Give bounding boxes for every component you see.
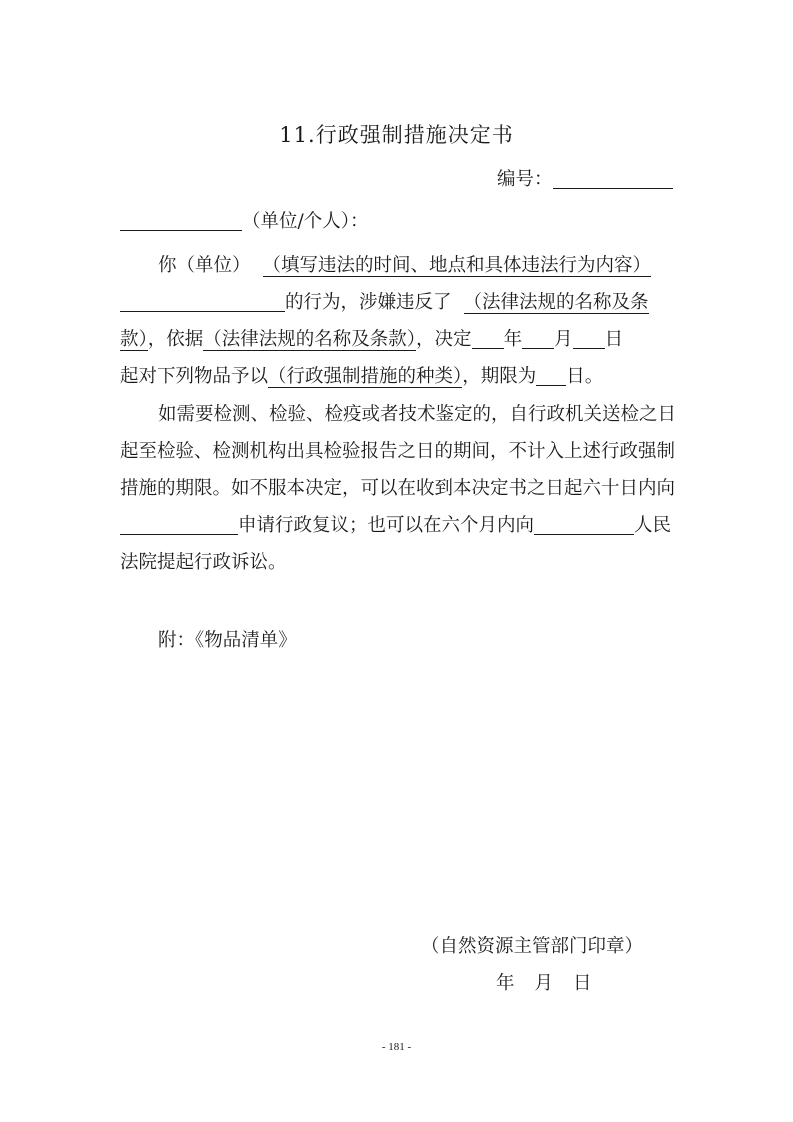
page-number: - 181 - bbox=[381, 1041, 412, 1053]
para1-line1 bbox=[158, 253, 651, 279]
para2-line4 bbox=[120, 513, 671, 539]
para1-line3 bbox=[120, 327, 623, 353]
review-text: 申请行政复议；也可以在六个月内向 bbox=[238, 515, 535, 536]
para2-line5: 法院提起行政诉讼。 bbox=[120, 552, 287, 573]
para1-line4 bbox=[120, 364, 603, 390]
court-blank bbox=[534, 515, 634, 535]
year-label: 年 bbox=[503, 329, 523, 350]
date-month-label: 月 bbox=[534, 973, 554, 994]
date-day-label: 日 bbox=[573, 973, 592, 994]
review-authority-blank bbox=[120, 515, 238, 535]
period-blank bbox=[536, 366, 566, 386]
para1-text: 日。 bbox=[566, 366, 604, 387]
number-row bbox=[497, 167, 673, 193]
date-year-label: 年 bbox=[496, 973, 515, 994]
attachment: 附：《物品清单》 bbox=[158, 630, 297, 651]
para1-text: ，决定 bbox=[416, 329, 472, 350]
number-label: 编号： bbox=[497, 169, 553, 190]
law1-placeholder: （法律法规的名称及条 bbox=[463, 292, 649, 313]
para2-line1: 如需要检测、检验、检疫或者技术鉴定的，自行政机关送检之日 bbox=[158, 404, 677, 425]
date-line bbox=[496, 971, 592, 997]
day-label: 日 bbox=[604, 329, 624, 350]
month-label: 月 bbox=[554, 329, 573, 350]
addressee-suffix: （单位/个人）： bbox=[242, 211, 369, 232]
facts-continuation-blank bbox=[120, 292, 285, 312]
document-title: 11.行政强制措施决定书 bbox=[279, 123, 514, 147]
day-blank bbox=[573, 329, 605, 349]
law1-placeholder-cont: 款） bbox=[120, 329, 148, 350]
facts-placeholder: （填写违法的时间、地点和具体违法行为内容） bbox=[262, 255, 652, 276]
para1-text: ，依据 bbox=[147, 329, 204, 350]
para2-line3: 措施的期限。如不服本决定，可以在收到本决定书之日起六十日内向 bbox=[120, 478, 676, 499]
para1-text: 你（单位） bbox=[158, 255, 251, 276]
addressee-blank bbox=[120, 211, 242, 231]
seal-text: （自然资源主管部门印章） bbox=[421, 936, 644, 957]
month-blank bbox=[522, 329, 554, 349]
number-blank bbox=[553, 169, 673, 189]
para1-text: 的行为，涉嫌违反了 bbox=[285, 292, 452, 313]
para1-text: 起对下列物品予以 bbox=[120, 366, 269, 387]
para2-line2: 起至检验、检测机构出具检验报告之日的期间，不计入上述行政强制 bbox=[120, 441, 676, 462]
addressee-row bbox=[120, 209, 368, 235]
court-text: 人民 bbox=[634, 515, 672, 536]
law2-placeholder: （法律法规的名称及条款） bbox=[203, 329, 417, 350]
year-blank bbox=[472, 329, 504, 349]
para1-text: ，期限为 bbox=[462, 366, 537, 387]
measure-placeholder: （行政强制措施的种类） bbox=[268, 366, 463, 387]
para1-line2 bbox=[120, 290, 649, 316]
